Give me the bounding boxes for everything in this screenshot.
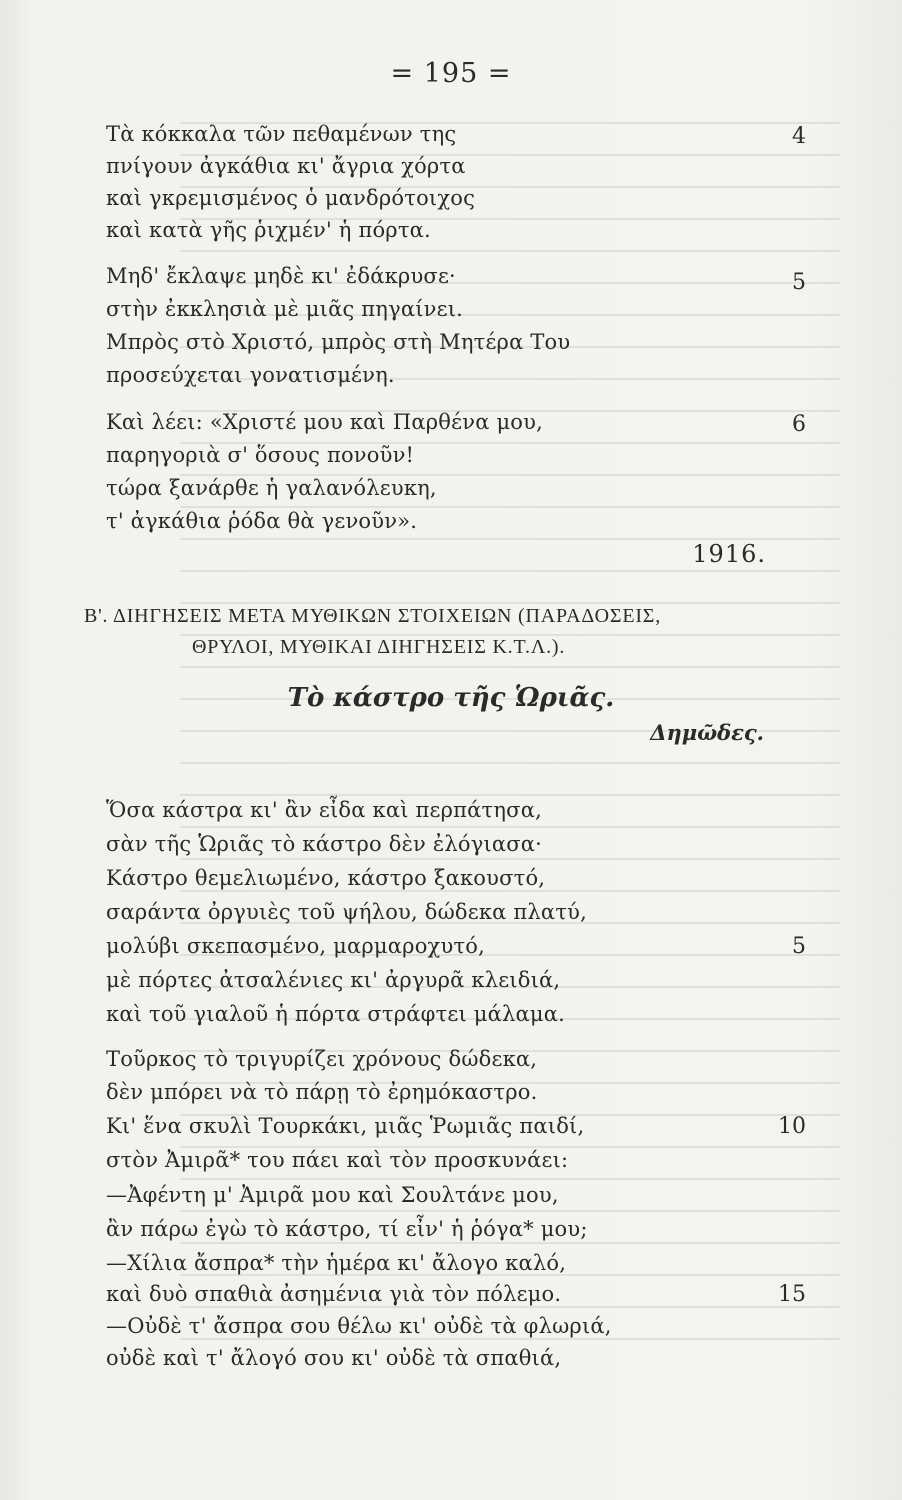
line-number: 10 — [778, 1114, 806, 1139]
poem-line: δὲν μπόρει νὰ τὸ πάρῃ τὸ ἐρημόκαστρο. — [106, 1080, 538, 1104]
poem-line: σὰν τῆς Ὡριᾶς τὸ κάστρο δὲν ἐλόγιασα· — [106, 832, 543, 856]
poem-line: οὐδὲ καὶ τ' ἄλογό σου κι' οὐδὲ τὰ σπαθιά, — [106, 1346, 562, 1370]
poem-line: καὶ τοῦ γιαλοῦ ἡ πόρτα στράφτει μάλαμα. — [106, 1002, 566, 1026]
page-number: = 195 = — [390, 58, 512, 89]
stanza-number: 5 — [792, 270, 806, 295]
stanza-number: 4 — [792, 124, 806, 149]
poem-title: Τὸ κάστρο τῆς Ὡριᾶς. — [287, 683, 615, 713]
poem-line: στὴν ἐκκλησιὰ μὲ μιᾶς πηγαίνει. — [106, 297, 464, 321]
poem-line: —Χίλια ἄσπρα* τὴν ἡμέρα κι' ἄλογο καλό, — [106, 1251, 567, 1275]
poem-line: σαράντα ὀργυιὲς τοῦ ψήλου, δώδεκα πλατύ, — [106, 900, 587, 924]
poem-author: Δημῶδες. — [650, 720, 764, 745]
poem-line: Κι' ἕνα σκυλὶ Τουρκάκι, μιᾶς Ῥωμιᾶς παιδί, — [106, 1114, 585, 1138]
poem-line: Ὅσα κάστρα κι' ἂν εἶδα καὶ περπάτησα, — [106, 798, 542, 822]
section-heading-line-2: ΘΡΥΛΟΙ, ΜΥΘΙΚΑΙ ΔΙΗΓΗΣΕΙΣ Κ.Τ.Λ.). — [192, 636, 566, 658]
poem-line: Τὰ κόκκαλα τῶν πεθαμένων της — [106, 122, 457, 146]
section-heading-line-1: Β'. ΔΙΗΓΗΣΕΙΣ ΜΕΤΑ ΜΥΘΙΚΩΝ ΣΤΟΙΧΕΙΩΝ (ΠΑΡΑΔΟΣΕΙΣ, — [84, 605, 662, 627]
stanza-number: 6 — [792, 412, 806, 437]
poem-line: —Ἀφέντη μ' Ἀμιρᾶ μου καὶ Σουλτάνε μου, — [106, 1183, 559, 1207]
poem-line: καὶ γκρεμισμένος ὁ μανδρότοιχος — [106, 186, 476, 210]
poem-line: Τοῦρκος τὸ τριγυρίζει χρόνους δώδεκα, — [106, 1047, 538, 1071]
poem-line: Μπρὸς στὸ Χριστό, μπρὸς στὴ Μητέρα Του — [106, 330, 571, 354]
poem-line: τ' ἀγκάθια ῥόδα θὰ γενοῦν». — [106, 509, 418, 533]
poem-line: —Οὐδὲ τ' ἄσπρα σου θέλω κι' οὐδὲ τὰ φλωριά, — [106, 1314, 612, 1338]
line-number: 15 — [778, 1282, 806, 1307]
poem-line: καὶ δυὸ σπαθιὰ ἀσημένια γιὰ τὸν πόλεμο. — [106, 1282, 562, 1306]
poem-line: Κάστρο θεμελιωμένο, κάστρο ξακουστό, — [106, 866, 546, 890]
poem-line: μολύβι σκεπασμένο, μαρμαροχυτό, — [106, 934, 485, 958]
poem-line: παρηγοριὰ σ' ὅσους πονοῦν! — [106, 443, 415, 467]
poem-line: καὶ κατὰ γῆς ῥιχμέν' ἡ πόρτα. — [106, 218, 431, 242]
poem-line: πνίγουν ἀγκάθια κι' ἄγρια χόρτα — [106, 154, 466, 178]
poem-year: 1916. — [692, 540, 766, 568]
poem-line: Μηδ' ἔκλαψε μηδὲ κι' ἐδάκρυσε· — [106, 264, 456, 288]
poem-line: στὸν Ἀμιρᾶ* του πάει καὶ τὸν προσκυνάει: — [106, 1148, 569, 1172]
poem-line: Καὶ λέει: «Χριστέ μου καὶ Παρθένα μου, — [106, 410, 543, 434]
poem-line: προσεύχεται γονατισμένη. — [106, 363, 395, 387]
poem-line: ἂν πάρω ἐγὼ τὸ κάστρο, τί εἶν' ἡ ῥόγα* μου; — [106, 1217, 588, 1241]
poem-line: τώρα ξανάρθε ἡ γαλανόλευκη, — [106, 476, 437, 500]
poem-line: μὲ πόρτες ἀτσαλένιες κι' ἀργυρᾶ κλειδιά, — [106, 968, 561, 992]
line-number: 5 — [792, 934, 806, 959]
